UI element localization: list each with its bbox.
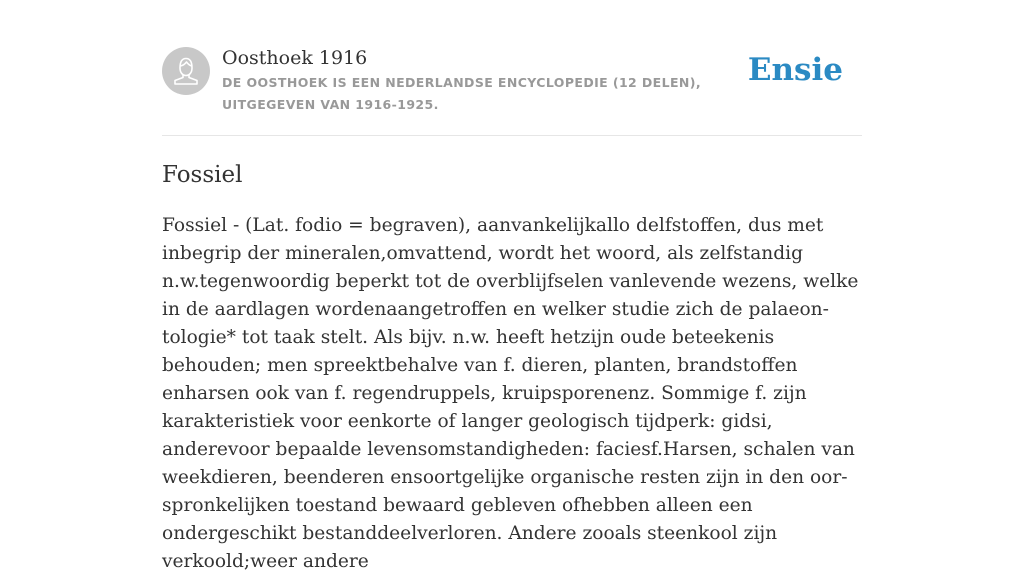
avatar[interactable] bbox=[162, 47, 210, 95]
entry-body: Fossiel - (Lat. fodio = begraven), aanvankelijkallo delfstoffen, dus met inbegrip der mineralen,omvattend, wordt het woord, als zelfstandig n.w.tegenwoordig beperkt tot de overblijfselen vanlevende wezens, welke in de aardlagen wordenaangetroffen en welker studie zich de palaeon-tologie* tot taak stelt. Als bijv. n.w. heeft hetzijn oude beteekenis behouden; men spreektbehalve van f. dieren, planten, brandstoffen enharsen ook van f. regendruppels, kruipsporenenz. Sommige f. zijn karakteristiek voor eenkorte of langer geologisch tijdperk: gidsi, anderevoor bepaalde levensomstandigheden: faciesf.Harsen, schalen van weekdieren, beenderen ensoortgelijke organische resten zijn in den oor-spronkelijken toestand bewaard gebleven ofhebben alleen een ondergeschikt bestanddeelverloren. Andere zooals steenkool zijn verkoold;weer andere bbox=[162, 215, 859, 572]
source-title[interactable]: Oosthoek 1916 bbox=[222, 47, 368, 69]
brand-logo[interactable]: Ensie bbox=[747, 52, 843, 88]
entry-title: Fossiel bbox=[162, 162, 243, 188]
user-icon bbox=[162, 47, 210, 95]
source-header bbox=[162, 0, 862, 136]
page-container bbox=[162, 0, 862, 572]
source-description: DE OOSTHOEK IS EEN NEDERLANDSE ENCYCLOPEDIE (12 DELEN), UITGEGEVEN VAN 1916-1925. bbox=[222, 75, 702, 112]
